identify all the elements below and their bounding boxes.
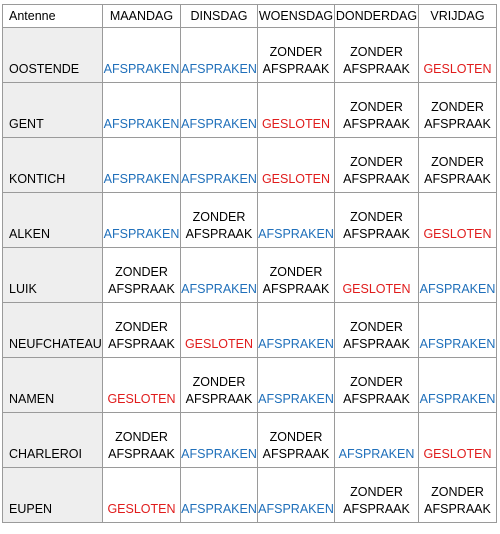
cell-woensdag — [258, 83, 335, 138]
cell-dinsdag — [181, 248, 258, 303]
header-maandag: MAANDAG — [103, 5, 181, 28]
status-text: AFSPRAKEN — [103, 227, 180, 241]
status-text: AFSPRAKEN — [181, 62, 257, 76]
cell-vrijdag — [419, 303, 497, 358]
cell-maandag — [103, 248, 181, 303]
status-text: AFSPRAKEN — [181, 172, 257, 186]
status-text: ZONDER AFSPRAAK — [343, 45, 410, 76]
antenne-name-cell: EUPEN — [3, 468, 103, 523]
table-row — [3, 248, 497, 303]
status-text: ZONDER AFSPRAAK — [343, 155, 410, 186]
cell-maandag — [103, 28, 181, 83]
header-woensdag: WOENSDAG — [258, 5, 335, 28]
status-text: GESLOTEN — [423, 227, 492, 241]
cell-woensdag — [258, 193, 335, 248]
header-donderdag: DONDERDAG — [335, 5, 419, 28]
status-text: GESLOTEN — [261, 117, 331, 131]
cell-woensdag — [258, 138, 335, 193]
table-row — [3, 358, 497, 413]
status-text: ZONDER AFSPRAAK — [108, 430, 175, 461]
status-text: GESLOTEN — [261, 172, 331, 186]
cell-woensdag — [258, 358, 335, 413]
cell-dinsdag — [181, 193, 258, 248]
status-text: AFSPRAKEN — [181, 447, 257, 461]
table-row — [3, 193, 497, 248]
status-text: ZONDER AFSPRAAK — [185, 375, 253, 406]
table-row — [3, 138, 497, 193]
cell-donderdag — [335, 193, 419, 248]
status-text: AFSPRAKEN — [181, 117, 257, 131]
cell-dinsdag — [181, 303, 258, 358]
cell-maandag — [103, 138, 181, 193]
status-text: GESLOTEN — [423, 447, 492, 461]
antenne-name-cell: GENT — [3, 83, 103, 138]
cell-woensdag — [258, 303, 335, 358]
status-text: AFSPRAKEN — [103, 172, 180, 186]
cell-vrijdag — [419, 468, 497, 523]
status-text: ZONDER AFSPRAAK — [185, 210, 253, 241]
schedule-header — [3, 5, 497, 28]
cell-maandag — [103, 83, 181, 138]
cell-donderdag — [335, 83, 419, 138]
status-text: AFSPRAKEN — [419, 337, 496, 351]
antenne-name-cell: LUIK — [3, 248, 103, 303]
schedule-body — [3, 28, 497, 523]
cell-donderdag — [335, 358, 419, 413]
cell-dinsdag — [181, 83, 258, 138]
status-text: ZONDER AFSPRAAK — [262, 265, 330, 296]
status-text: ZONDER AFSPRAAK — [424, 155, 491, 186]
status-text: ZONDER AFSPRAAK — [262, 45, 330, 76]
cell-donderdag — [335, 413, 419, 468]
header-antenne: Antenne — [3, 5, 103, 28]
antenne-name-cell: CHARLEROI — [3, 413, 103, 468]
cell-vrijdag — [419, 83, 497, 138]
status-text: ZONDER AFSPRAAK — [108, 320, 175, 351]
status-text: GESLOTEN — [107, 392, 176, 406]
cell-donderdag — [335, 28, 419, 83]
cell-dinsdag — [181, 28, 258, 83]
cell-dinsdag — [181, 468, 258, 523]
status-text: AFSPRAKEN — [258, 227, 334, 241]
status-text: ZONDER AFSPRAAK — [343, 210, 410, 241]
status-text: AFSPRAKEN — [419, 282, 496, 296]
status-text: ZONDER AFSPRAAK — [108, 265, 175, 296]
antenne-name-cell: OOSTENDE — [3, 28, 103, 83]
cell-vrijdag — [419, 413, 497, 468]
cell-dinsdag — [181, 138, 258, 193]
cell-vrijdag — [419, 193, 497, 248]
cell-maandag — [103, 303, 181, 358]
status-text: AFSPRAKEN — [258, 392, 334, 406]
header-row — [3, 5, 497, 28]
status-text: ZONDER AFSPRAAK — [262, 430, 330, 461]
status-text: ZONDER AFSPRAAK — [424, 100, 491, 131]
cell-vrijdag — [419, 28, 497, 83]
status-text: ZONDER AFSPRAAK — [343, 375, 410, 406]
table-row — [3, 468, 497, 523]
antenne-name-cell: NEUFCHATEAU — [3, 303, 103, 358]
status-text: AFSPRAKEN — [338, 447, 415, 461]
status-text: AFSPRAKEN — [258, 337, 334, 351]
cell-vrijdag — [419, 248, 497, 303]
cell-woensdag — [258, 28, 335, 83]
table-row — [3, 303, 497, 358]
status-text: GESLOTEN — [184, 337, 254, 351]
status-text: AFSPRAKEN — [181, 282, 257, 296]
cell-vrijdag — [419, 138, 497, 193]
cell-donderdag — [335, 248, 419, 303]
antenne-name-cell: ALKEN — [3, 193, 103, 248]
cell-donderdag — [335, 303, 419, 358]
cell-maandag — [103, 413, 181, 468]
table-row — [3, 28, 497, 83]
cell-donderdag — [335, 138, 419, 193]
cell-maandag — [103, 193, 181, 248]
cell-maandag — [103, 468, 181, 523]
status-text: AFSPRAKEN — [103, 62, 180, 76]
cell-woensdag — [258, 413, 335, 468]
status-text: GESLOTEN — [107, 502, 176, 516]
table-row — [3, 83, 497, 138]
status-text: ZONDER AFSPRAAK — [343, 485, 410, 516]
cell-vrijdag — [419, 358, 497, 413]
cell-donderdag — [335, 468, 419, 523]
status-text: AFSPRAKEN — [103, 117, 180, 131]
antenne-name-cell: KONTICH — [3, 138, 103, 193]
status-text: GESLOTEN — [342, 282, 411, 296]
status-text: AFSPRAKEN — [181, 502, 257, 516]
status-text: AFSPRAKEN — [258, 502, 334, 516]
status-text: ZONDER AFSPRAAK — [343, 320, 410, 351]
status-text: ZONDER AFSPRAAK — [424, 485, 491, 516]
cell-woensdag — [258, 248, 335, 303]
header-vrijdag: VRIJDAG — [419, 5, 497, 28]
table-row — [3, 413, 497, 468]
cell-dinsdag — [181, 413, 258, 468]
header-dinsdag: DINSDAG — [181, 5, 258, 28]
antenne-name-cell: NAMEN — [3, 358, 103, 413]
status-text: ZONDER AFSPRAAK — [343, 100, 410, 131]
status-text: GESLOTEN — [423, 62, 492, 76]
status-text: AFSPRAKEN — [419, 392, 496, 406]
cell-woensdag — [258, 468, 335, 523]
cell-dinsdag — [181, 358, 258, 413]
schedule-table — [2, 4, 497, 523]
cell-maandag — [103, 358, 181, 413]
